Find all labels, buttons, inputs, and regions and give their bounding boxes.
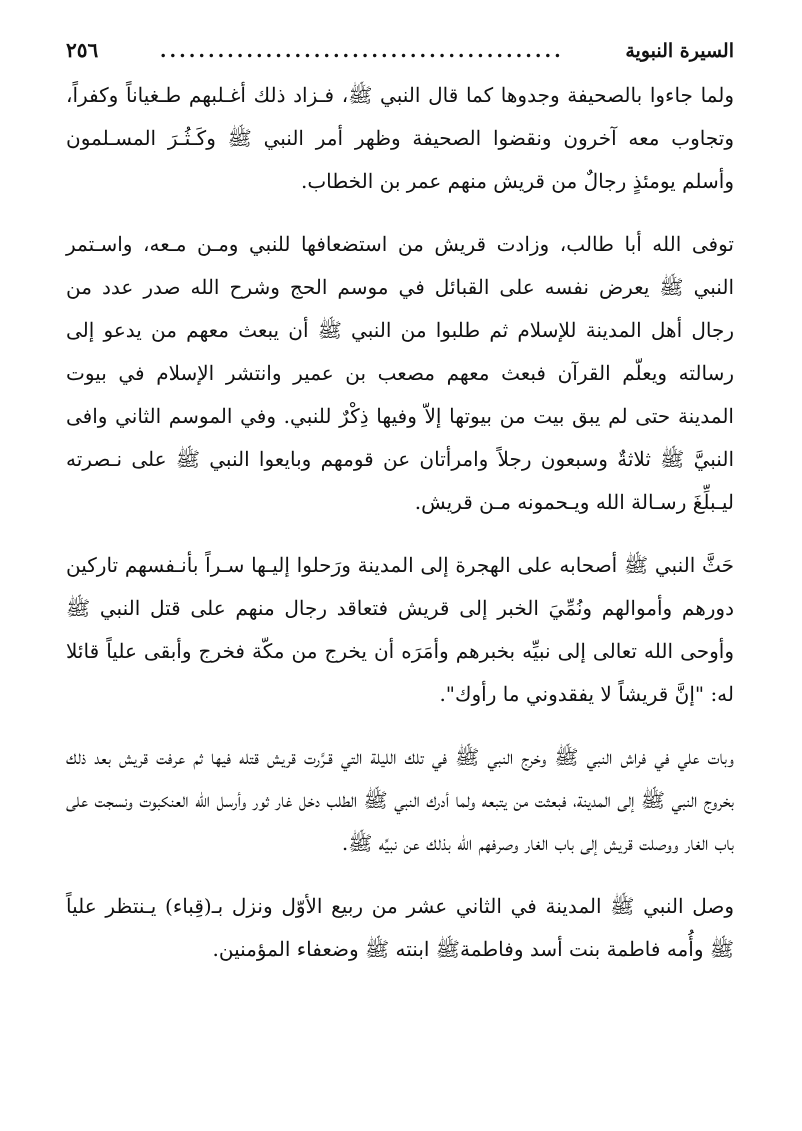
- paragraph-5: وصل النبي ﷺ المدينة في الثاني عشر من ربيع الأوّل ونزل بـ(قِباء) يـنتظر علياً ﷺ وأُمه فاطمة بنت أسد وفاطمةﷺ ابنته ﷺ وضعفاء المؤمنين.: [66, 894, 734, 961]
- page-number: ٢٥٦: [66, 38, 99, 62]
- paragraph-1: ولما جاءوا بالصحيفة وجدوها كما قال النبي ﷺ، فـزاد ذلك أغـلبهم طـغياناً وكفراً، وتجاوب معه آخرون ونقضوا الصحيفة وظهر أمر النبي ﷺ وكَـثُـرَ المسـلمون وأسلم يومئذٍ رجالٌ من قريش منهم عمر بن الخطاب.: [66, 83, 734, 193]
- paragraph-4: وبات علي في فراش النبي ﷺ وخرج النبي ﷺ في تلك الليلة التي قـرَّرت قريش قتله فيها ثم عرفت قريش بعد ذلك بخروج النبي ﷺ إلى المدينة، فبعثت من يتبعه ولما أدرك النبي ﷺ الطلب دخل غار ثور وأرسل الله العنكبوت ونسجت على باب الغار ووصلت قريش إلى باب الغار وصرفهم الله بذلك عن نبيِّه ﷺ.: [66, 745, 734, 855]
- paragraph-2: توفى الله أبا طالب، وزادت قريش من استضعافها للنبي ومـن مـعه، واسـتمر النبي ﷺ يعرض نفسه على القبائل في موسم الحج وشرح الله صدر عدد من رجال أهل المدينة للإسلام ثم طلبوا من النبي ﷺ أن يبعث معهم من يدعو إلى رسالته ويعلّم القرآن فبعث معهم مصعب بن عمير وانتشر الإسلام في بيوت المدينة حتى لم يبق بيت من بيوتها إلاّ وفيها ذِكْرٌ للنبي. وفي الموسم الثاني وافى النبيَّ ﷺ ثلاثةٌ وسبعون رجلاً وامرأتان عن قومهم وبايعوا النبي ﷺ على نـصرته ليـبلِّغَ رسـالة الله ويـحمونه مـن قريش.: [66, 232, 734, 514]
- running-header: [66, 38, 734, 74]
- header-dot-leader: ..........................................: [159, 40, 564, 62]
- document-page: [66, 38, 734, 991]
- paragraph-3: حَثَّ النبي ﷺ أصحابه على الهجرة إلى المدينة ورَحلوا إليـها سـراً بأنـفسهم تاركين دورهم وأموالهم ونُمِّيَ الخبر إلى قريش فتعاقد رجال منهم على قتل النبي ﷺ وأوحى الله تعالى إلى نبيِّه بخبرهم وأمَرَه أن يخرج من مكّة فخرج وأبقى علياً قائلا له: "إنَّ قريشاً لا يفقدوني ما رأوك".: [66, 553, 734, 706]
- running-header-title: السيرة النبوية: [625, 40, 734, 62]
